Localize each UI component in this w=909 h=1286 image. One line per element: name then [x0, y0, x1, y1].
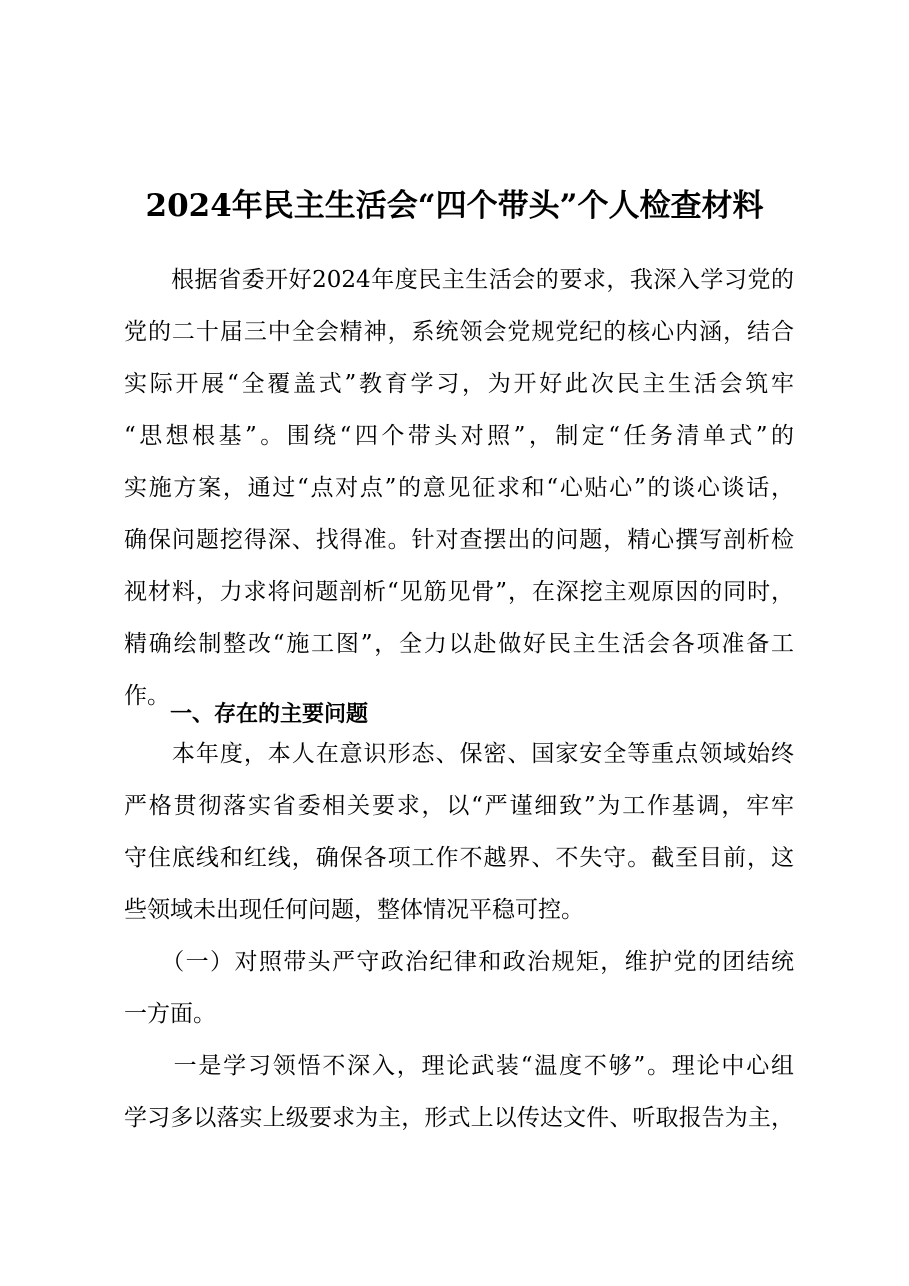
section-1-line-2: 严格贯彻落实省委相关要求，以“严谨细致”为工作基调，牢牢 [124, 793, 794, 819]
point-1-line-1: 一是学习领悟不深入，理论武装“温度不够”。理论中心组 [124, 1053, 794, 1079]
intro-line-9: 作。 [124, 683, 170, 709]
section-1-line-4: 些领域未出现任何问题，整体情况平稳可控。 [124, 897, 584, 923]
section-1-line-1: 本年度，本人在意识形态、保密、国家安全等重点领域始终 [124, 741, 794, 767]
intro-line-4: “思想根基”。围绕“四个带头对照”，制定“任务清单式”的 [124, 423, 794, 449]
intro-line-3: 实际开展“全覆盖式”教育学习，为开好此次民主生活会筑牢 [124, 371, 794, 397]
document-title: 2024年民主生活会“四个带头”个人检查材料 [145, 188, 764, 224]
intro-line-6: 确保问题挖得深、找得准。针对查摆出的问题，精心撰写剖析检 [124, 527, 794, 553]
intro-line-1: 根据省委开好2024年度民主生活会的要求，我深入学习党的 [124, 267, 794, 293]
intro-line-8: 精确绘制整改“施工图”，全力以赴做好民主生活会各项准备工 [124, 631, 794, 657]
intro-line-7: 视材料，力求将问题剖析“见筋见骨”，在深挖主观原因的同时， [124, 579, 794, 605]
intro-line-5: 实施方案，通过“点对点”的意见征求和“心贴心”的谈心谈话， [124, 475, 794, 501]
point-1-line-2: 学习多以落实上级要求为主，形式上以传达文件、听取报告为主， [124, 1105, 794, 1131]
subsection-1-line-2: 一方面。 [124, 1001, 216, 1027]
section-1-line-3: 守住底线和红线，确保各项工作不越界、不失守。截至目前，这 [124, 845, 794, 871]
subsection-1-line-1: （一）对照带头严守政治纪律和政治规矩，维护党的团结统 [124, 949, 794, 975]
intro-line-2: 党的二十届三中全会精神，系统领会党规党纪的核心内涵，结合 [124, 319, 794, 345]
section-1-heading: 一、存在的主要问题 [170, 702, 369, 727]
